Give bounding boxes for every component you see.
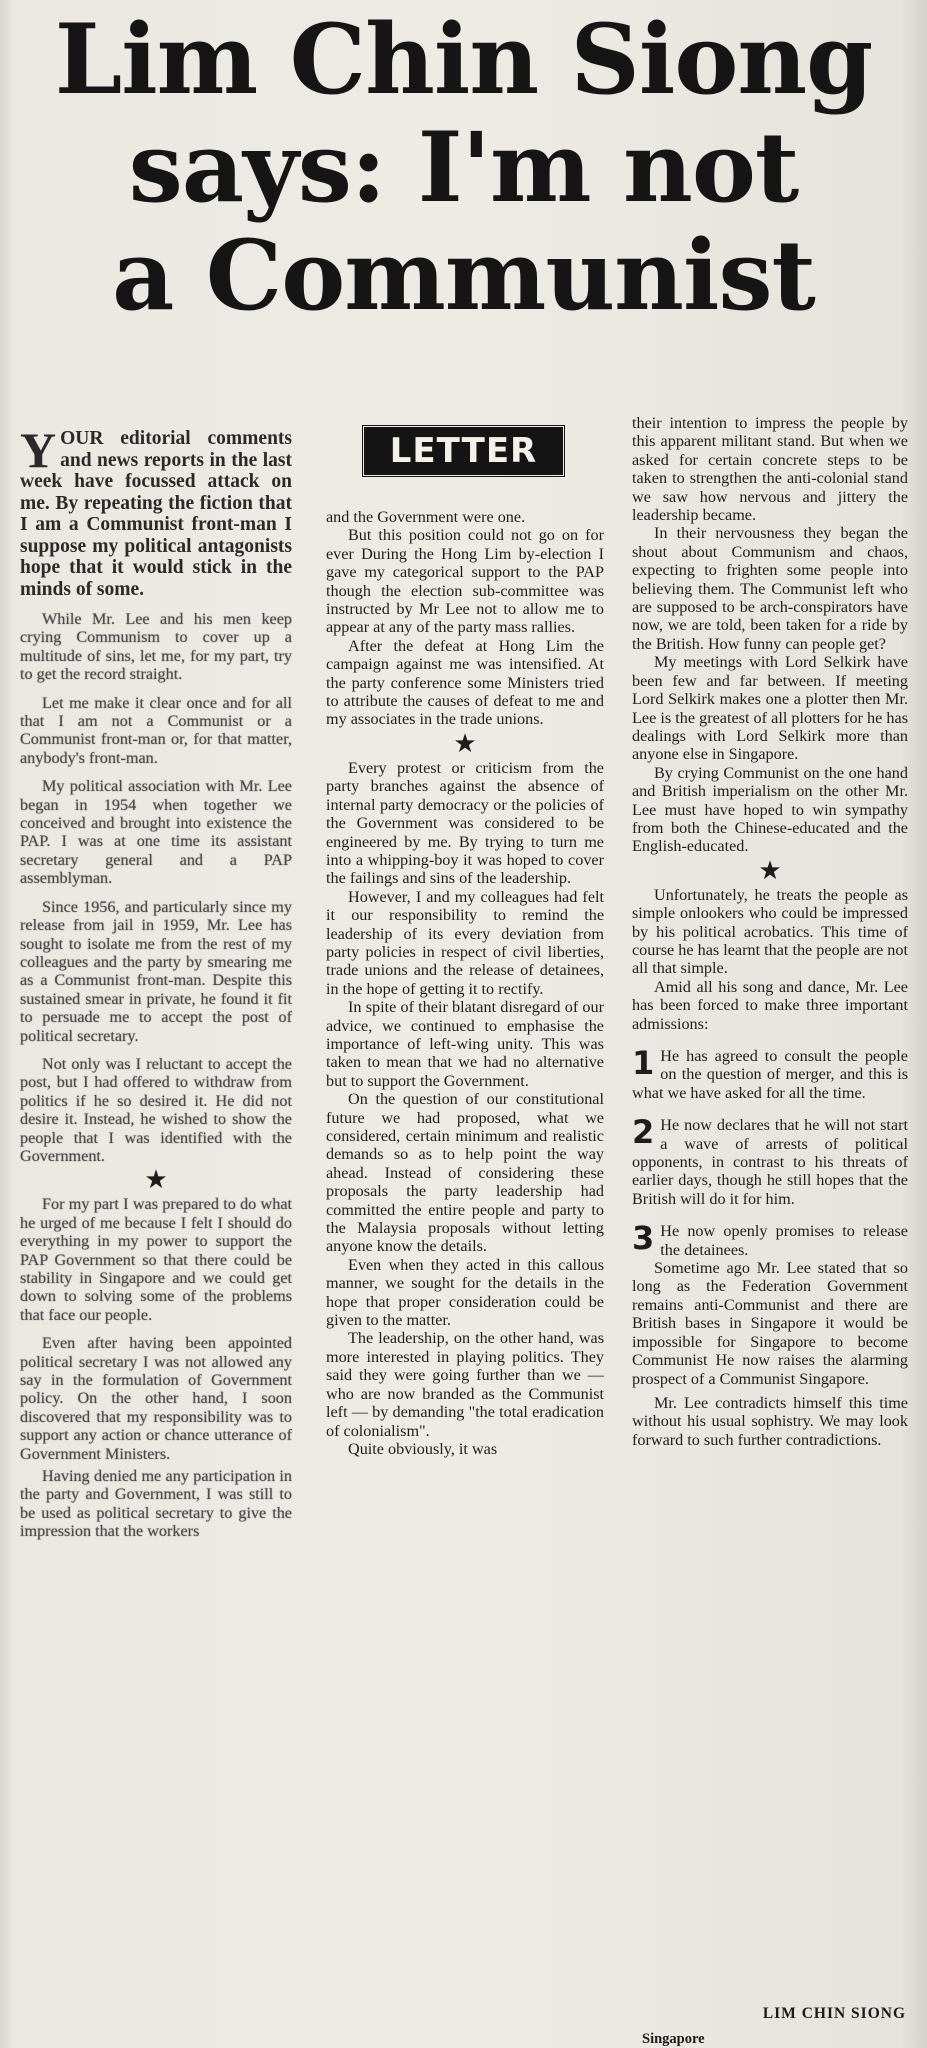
column-1 — [20, 422, 292, 1541]
headline — [0, 3, 927, 332]
paragraph: Every protest or criticism from the party branches against the absence of internal party democracy or the policies of the Government was considered to be engineered by me. By trying to turn me into a whipping-boy it was hoped to cover the failings and sins of the leadership. — [326, 758, 604, 888]
admission-text: He now declares that he will not start a wave of arrests of political opponents, in contrast to his threats of earlier days, though he still hopes that the British will do it for him. — [632, 1116, 908, 1208]
paragraph: My political association with Mr. Lee began in 1954 when together we conceived and brought into existence the PAP. I was at one time its assistant secretary general and a PAP assemblyman. — [20, 777, 292, 888]
paragraph: The leadership, on the other hand, was more interested in playing politics. They said they were going further than we — who are now branded as the Communist left — by demanding "the total eradication of colonialism". — [326, 1329, 604, 1440]
paragraph: On the question of our constitutional future we had proposed, what we considered, certain minimum and realistic demands so as to help point the way ahead. Instead of considering these proposals the party leadership had committed the entire people and party to the Malaysia proposals without letting anyone know the details. — [326, 1090, 604, 1256]
paragraph: While Mr. Lee and his men keep crying Communism to cover up a multitude of sins, let me, for my part, try to get the record straight. — [20, 610, 292, 684]
numbered-admission — [632, 1219, 908, 1259]
author-location: Singapore — [642, 2031, 705, 2047]
paragraph: Since 1956, and particularly since my release from jail in 1959, Mr. Lee has sought to isolate me from the rest of my colleagues and the party by smearing me as a Communist front-man. Despite this sustained smear in private, he found it fit to persuade me to accept the post of political secretary. — [20, 897, 292, 1045]
paragraph: In spite of their blatant disregard of our advice, we continued to emphasise the importance of left-wing unity. This was taken to mean that we had no alternative but to support the Government. — [326, 998, 604, 1090]
drop-cap: Y — [20, 422, 57, 478]
paragraph: and the Government were one. — [326, 508, 526, 526]
admission-number: 2 — [632, 1113, 655, 1152]
star-separator: ★ — [144, 1165, 168, 1195]
star-separator: ★ — [453, 728, 477, 758]
star-separator: ★ — [758, 855, 782, 885]
paragraph: But this position could not go on for ever During the Hong Lim by-election I gave my categorical support to the PAP though the election sub-committee was instructed by Mr Lee not to allow me to appear at any of the party mass rallies. — [326, 526, 604, 637]
headline-line-1: Lim Chin Siong — [54, 3, 873, 116]
paragraph: Sometime ago Mr. Lee stated that so long as the Federation Government remains anti-Communist and there are British bases in Singapore it would be impossible for Singapore to become Communist He now raises the alarming prospect of a Communist Singapore. — [632, 1259, 908, 1388]
paragraph: Not only was I reluctant to accept the post, but I had offered to withdraw from politics if he so desired it. He did not desire it. Instead, he wished to show the people that I was identified with the Government. — [20, 1054, 292, 1165]
paragraph: Mr. Lee contradicts himself this time without his usual sophistry. We may look forward to such further contradictions. — [632, 1393, 908, 1449]
paragraph: However, I and my colleagues had felt it our responsibility to remind the leadership of its every deviation from party policies in respect of civil liberties, trade unions and the release of detainees, in the hope of getting it to rectify. — [326, 887, 604, 998]
paragraph: Unfortunately, he treats the people as simple onlookers who could be impressed by his political acrobatics. This time of course he has learnt that the people are not all that simple. — [632, 885, 908, 978]
lead-paragraph — [20, 422, 292, 600]
headline-line-2: says: I'm not — [128, 111, 799, 224]
paragraph: Even when they acted in this callous manner, we sought for the details in the hope that proper consideration could be given to the matter. — [326, 1255, 604, 1330]
paragraph: By crying Communist on the one hand and British imperialism on the other Mr. Lee must have hoped to win sympathy from both the Chinese-educated and the English-educated. — [632, 763, 908, 856]
paragraph: Even after having been appointed political secretary I was not allowed any say in the formulation of Government policy. On the other hand, I soon discovered that my responsibility was to support any action or chance utterance of Government Ministers. — [20, 1334, 292, 1463]
column-3 — [632, 414, 908, 1449]
paragraph: For my part I was prepared to do what he urged of me because I felt I should do everything in my power to support the PAP Government so that there could be stability in Singapore and we could get down to solving some of the problems that face our people. — [20, 1195, 292, 1324]
letter-label: LETTER — [361, 424, 566, 478]
paragraph: In their nervousness they began the shout about Communism and chaos, expecting to frighten some people into believing them. The Communist left who are supposed to be arch-conspirators have now, we are told, been taken for a ride by the British. How funny can people get? — [632, 524, 908, 653]
numbered-admission — [632, 1113, 908, 1208]
paragraph: Amid all his song and dance, Mr. Lee has been forced to make three important admissions: — [632, 977, 908, 1033]
lead-text: OUR editorial comments and news reports in the last week have focussed attack on me. By repeating the fiction that I am a Communist front-man I suppose my political antagonists hope that it would stick in the minds of some. — [20, 428, 292, 600]
admission-number: 1 — [632, 1044, 655, 1082]
paragraph: My meetings with Lord Selkirk have been few and far between. If meeting Lord Selkirk makes one a plotter then Mr. Lee is the greatest of all plotters for he has dealings with Lord Selkirk more than anyone else in Singapore. — [632, 653, 908, 764]
admission-number: 3 — [632, 1219, 655, 1258]
headline-line-3: a Communist — [112, 219, 815, 332]
paragraph: Having denied me any participation in the party and Government, I was still to be used as political secretary to give the impression that the workers — [20, 1467, 292, 1541]
paragraph: Let me make it clear once and for all that I am not a Communist or a Communist front-man or, for that matter, anybody's front-man. — [20, 693, 292, 767]
admission-text: He has agreed to consult the people on the question of merger, and this is what we have asked for all the time. — [632, 1047, 908, 1102]
admission-text: He now openly promises to release the detainees. — [660, 1222, 908, 1259]
paragraph: their intention to impress the people by this apparent militant stand. But when we asked for certain concrete steps to be taken to strengthen the anti-colonial stand we saw how nervous and jittery the leadership became. — [632, 414, 908, 525]
numbered-admission — [632, 1044, 908, 1102]
author-name: LIM CHIN SIONG — [762, 2005, 906, 2022]
paragraph: After the defeat at Hong Lim the campaign against me was intensified. At the party conference some Ministers tried to attribute the causes of defeat to me and my associates in the trade unions. — [326, 636, 604, 729]
column-2 — [326, 508, 604, 1458]
paragraph: Quite obviously, it was — [348, 1439, 498, 1458]
